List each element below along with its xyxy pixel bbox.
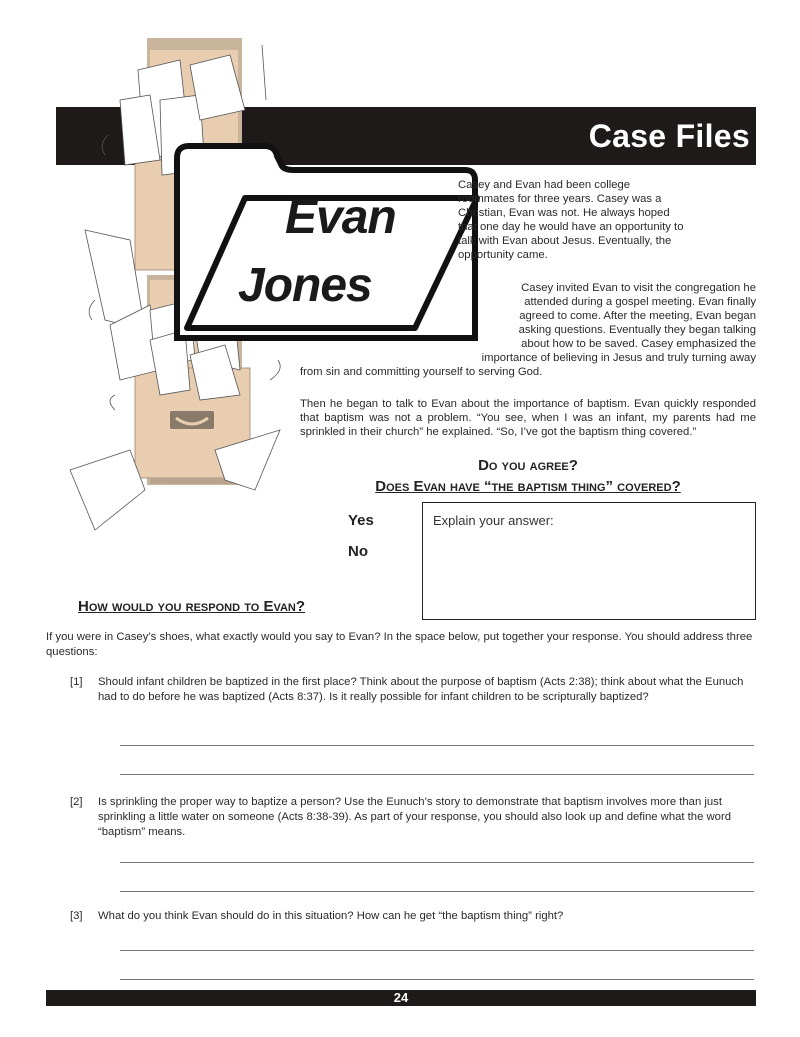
text-line: agreed to come. After the meeting, Evan began [519,310,756,322]
question-covered: Does Evan have “the baptism thing” covered? [375,478,681,495]
item-text: What do you think Evan should do in this situation? How can he get “the baptism thing” right? [98,910,564,922]
answer-line[interactable] [120,745,754,746]
item-number: [2] [70,796,83,808]
text-line: opportunity came. [458,249,548,261]
story-paragraph-1 [458,178,756,262]
folder-name-last: Jones [238,259,372,312]
text-line: about how to be saved. Casey emphasized the [521,338,756,350]
item-text: Is sprinkling the proper way to baptize a person? Use the Eunuch’s story to demonstrate that baptism involves more than just sprinkling a little water on someone (Acts 8:38-39). As part of your response, you should also look up and define what the word “baptism” means. [98,796,731,838]
text-line: talk with Evan about Jesus. Eventually, the [458,235,672,247]
text-line: asking questions. Eventually they began talking [518,324,756,336]
text-line: Christian, Evan was not. He always hoped [458,207,670,219]
respond-intro: If you were in Casey’s shoes, what exactly would you say to Evan? In the space below, put together your response. You should address three questions: [46,631,753,658]
item-number: [3] [70,910,83,922]
question-item-3 [70,909,760,924]
text-line: from sin and committing yourself to serving God. [300,366,543,378]
option-no[interactable]: No [348,543,368,560]
explain-answer-box[interactable] [422,502,756,620]
question-item-1 [70,675,760,705]
story-paragraph-2 [300,281,756,379]
question-item-2 [70,795,760,840]
story-paragraph-3: Then he began to talk to Evan about the importance of baptism. Evan quickly responded that baptism was not a problem. “You see, when I was an infant, my parents had me sprinkled in their church” he explained. “So, I’ve got the baptism thing covered.” [300,398,756,438]
answer-line[interactable] [120,979,754,980]
answer-line[interactable] [120,774,754,775]
respond-heading: How would you respond to Evan? [78,598,306,615]
answer-line[interactable] [120,891,754,892]
item-text: Should infant children be baptized in the first place? Think about the purpose of baptism (Acts 2:38); think about what the Eunuch had to do before he was baptized (Acts 8:37). Is it really possible for infant children to be scripturally baptized? [98,676,744,703]
option-yes[interactable]: Yes [348,512,374,529]
page-title: Case Files [588,118,750,154]
text-line: roommates for three years. Casey was a [458,193,662,205]
text-line: importance of believing in Jesus and truly turning away [481,352,756,364]
text-line: Casey invited Evan to visit the congregation he [521,282,756,294]
page-number: 24 [393,990,409,1005]
answer-line[interactable] [120,950,754,951]
text-line: Casey and Evan had been college [458,179,631,191]
text-line: attended during a gospel meeting. Evan finally [524,296,756,308]
answer-line[interactable] [120,862,754,863]
text-line: that one day he would have an opportunity to [458,221,684,233]
question-agree: Do you agree? [478,457,578,474]
item-number: [1] [70,676,83,688]
folder-name-first: Evan [285,191,396,244]
explain-answer-label: Explain your answer: [433,513,554,528]
